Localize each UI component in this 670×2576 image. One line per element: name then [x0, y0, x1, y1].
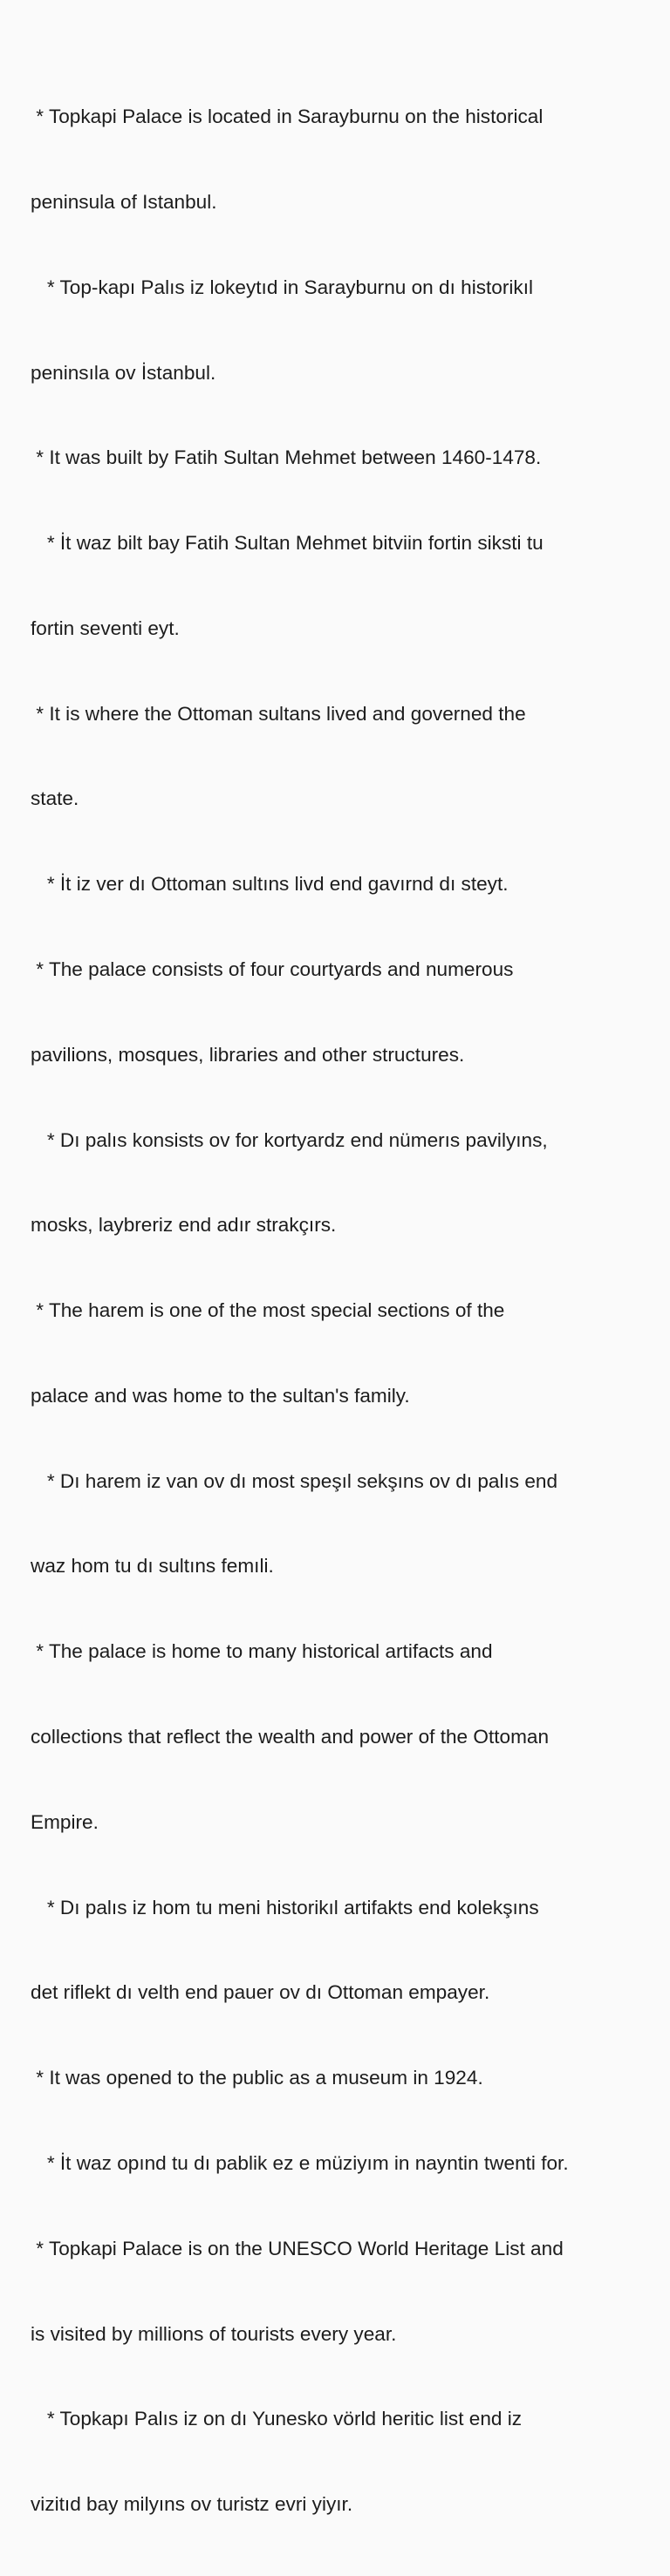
text-line: * Topkapi Palace is located in Sarayburnu on the historical: [31, 106, 544, 128]
text-line: vizitıd bay milyıns ov turistz evri yiyır.: [31, 2493, 353, 2516]
text-line: det riflekt dı velth end pauer ov dı Ottoman empayer.: [31, 1981, 490, 2004]
text-line: fortin seventi eyt.: [31, 617, 180, 639]
text-line: Empire.: [31, 1810, 99, 1833]
text-line: peninsula of Istanbul.: [31, 190, 217, 213]
text-line: waz hom tu dı sultıns femıli.: [31, 1555, 274, 1578]
text-line: * It is where the Ottoman sultans lived and governed the: [31, 702, 526, 725]
text-line: * İt waz opınd tu dı pablik ez e müziyım in nayntin twenti for.: [31, 2151, 569, 2174]
text-line: * Topkapi Palace is on the UNESCO World Heritage List and: [31, 2237, 564, 2259]
text-line: * Topkapı Palıs iz on dı Yunesko vörld heritic list end iz: [31, 2408, 523, 2430]
text-line: peninsıla ov İstanbul.: [31, 361, 216, 384]
text-line: * The harem is one of the most special sections of the: [31, 1299, 505, 1322]
text-line: mosks, laybreriz end adır strakçırs.: [31, 1214, 337, 1237]
text-line: palace and was home to the sultan's family.: [31, 1384, 410, 1407]
text-line: * Dı palıs konsists ov for kortyardz end nümerıs pavilyıns,: [31, 1128, 548, 1151]
text-line: * The palace is home to many historical artifacts and: [31, 1640, 493, 1663]
text-line: * İt iz ver dı Ottoman sultıns livd end gavırnd dı steyt.: [31, 873, 509, 896]
text-line: * The palace consists of four courtyards and numerous: [31, 958, 514, 980]
text-line: is visited by millions of tourists every year.: [31, 2322, 397, 2345]
text-line: * Dı harem iz van ov dı most speşıl sekşıns ov dı palıs end: [31, 1469, 558, 1492]
text-line: * It was built by Fatih Sultan Mehmet between 1460-1478.: [31, 446, 542, 469]
text-line: * Dı palıs iz hom tu meni historikıl artifakts end kolekşıns: [31, 1896, 539, 1918]
text-line: * İt waz bilt bay Fatih Sultan Mehmet bitviin fortin siksti tu: [31, 532, 544, 555]
text-line: pavilions, mosques, libraries and other structures.: [31, 1043, 465, 1066]
document-text: [31, 46, 659, 2576]
text-line: collections that reflect the wealth and power of the Ottoman: [31, 1726, 550, 1748]
text-line: * Top-kapı Palıs iz lokeytıd in Sarayburnu on dı historikıl: [31, 276, 534, 298]
text-line: state.: [31, 787, 79, 810]
text-line: * It was opened to the public as a museum in 1924.: [31, 2067, 483, 2089]
